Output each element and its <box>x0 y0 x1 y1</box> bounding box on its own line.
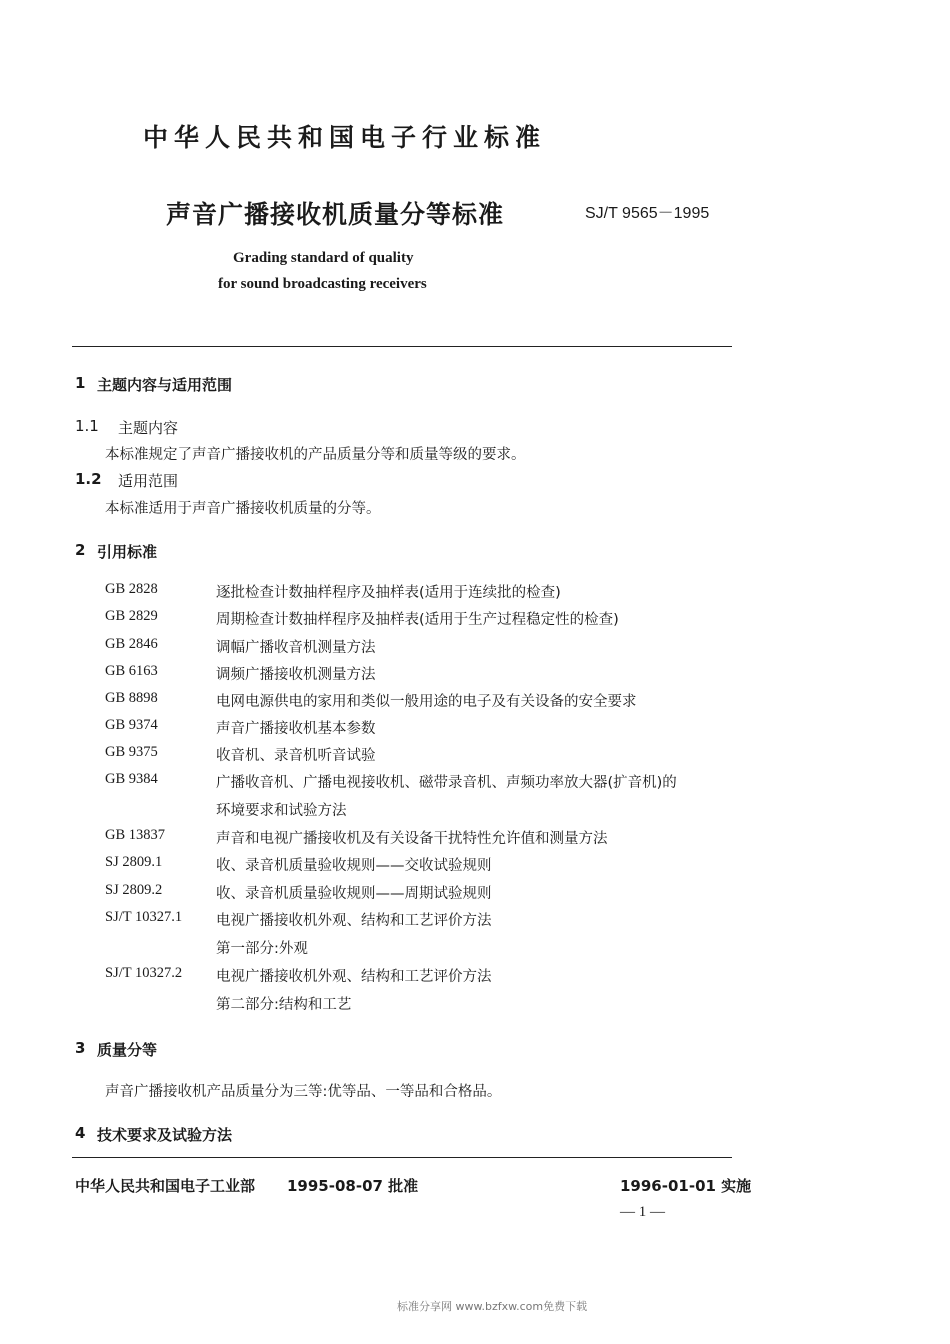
section-1-1-title: 主题内容 <box>118 419 179 437</box>
reference-title: 电视广播接收机外观、结构和工艺评价方法 <box>216 913 492 929</box>
reference-code: SJ 2809.2 <box>105 882 163 898</box>
reference-code: GB 9384 <box>105 771 158 787</box>
watermark-text: 标准分享网 www.bzfxw.com免费下载 <box>397 1300 588 1313</box>
footer-divider <box>72 1157 732 1158</box>
reference-title: 周期检查计数抽样程序及抽样表(适用于生产过程稳定性的检查) <box>216 612 619 628</box>
reference-code: GB 2846 <box>105 636 158 652</box>
reference-title-continued: 第一部分:外观 <box>216 941 308 957</box>
section-4-number: 4 <box>75 1124 86 1142</box>
reference-title-continued: 环境要求和试验方法 <box>216 803 347 819</box>
section-1-title: 主题内容与适用范围 <box>97 376 233 394</box>
reference-code: GB 6163 <box>105 663 158 679</box>
english-title-line1: Grading standard of quality <box>233 250 414 266</box>
section-1-1-number: 1.1 <box>75 417 99 435</box>
section-2-title: 引用标准 <box>97 543 158 561</box>
reference-title: 调幅广播收音机测量方法 <box>216 640 376 656</box>
reference-code: SJ/T 10327.2 <box>105 965 183 981</box>
reference-title: 电视广播接收机外观、结构和工艺评价方法 <box>216 969 492 985</box>
header-divider <box>72 346 732 347</box>
reference-title: 声音和电视广播接收机及有关设备干扰特性允许值和测量方法 <box>216 831 608 847</box>
section-1-2-text: 本标准适用于声音广播接收机质量的分等。 <box>105 501 381 517</box>
footer-effective-date: 1996-01-01 实施 <box>620 1177 752 1195</box>
reference-title: 调频广播接收机测量方法 <box>216 667 376 683</box>
reference-code: SJ/T 10327.1 <box>105 909 183 925</box>
reference-code: GB 13837 <box>105 827 166 843</box>
section-1-number: 1 <box>75 374 86 392</box>
reference-title: 广播收音机、广播电视接收机、磁带录音机、声频功率放大器(扩音机)的 <box>216 775 677 791</box>
section-2-number: 2 <box>75 541 86 559</box>
reference-title: 收音机、录音机听音试验 <box>216 748 376 764</box>
footer-issuer: 中华人民共和国电子工业部 <box>75 1177 256 1195</box>
reference-title: 声音广播接收机基本参数 <box>216 721 376 737</box>
reference-code: GB 2829 <box>105 608 158 624</box>
reference-code: GB 2828 <box>105 581 158 597</box>
section-4-title: 技术要求及试验方法 <box>97 1126 233 1144</box>
section-3-number: 3 <box>75 1039 86 1057</box>
reference-title: 收、录音机质量验收规则——交收试验规则 <box>216 858 492 874</box>
page-number: — 1 — <box>620 1204 665 1220</box>
reference-code: SJ 2809.1 <box>105 854 163 870</box>
reference-title-continued: 第二部分:结构和工艺 <box>216 997 352 1013</box>
document-title: 声音广播接收机质量分等标准 <box>166 200 505 229</box>
reference-title: 逐批检查计数抽样程序及抽样表(适用于连续批的检查) <box>216 585 561 601</box>
section-1-2-number: 1.2 <box>75 470 102 488</box>
reference-title: 收、录音机质量验收规则——周期试验规则 <box>216 886 492 902</box>
reference-code: GB 9375 <box>105 744 158 760</box>
section-1-2-title: 适用范围 <box>118 472 179 490</box>
section-3-title: 质量分等 <box>97 1041 158 1059</box>
english-title-line2: for sound broadcasting receivers <box>218 276 427 292</box>
reference-title: 电网电源供电的家用和类似一般用途的电子及有关设备的安全要求 <box>216 694 637 710</box>
section-1-1-text: 本标准规定了声音广播接收机的产品质量分等和质量等级的要求。 <box>105 447 526 463</box>
reference-code: GB 8898 <box>105 690 158 706</box>
publisher-header: 中华人民共和国电子行业标准 <box>143 123 547 152</box>
reference-code: GB 9374 <box>105 717 158 733</box>
section-3-text: 声音广播接收机产品质量分为三等:优等品、一等品和合格品。 <box>105 1084 502 1100</box>
standard-number: SJ/T 9565－1995 <box>585 205 710 222</box>
footer-approval-date: 1995-08-07 批准 <box>287 1177 419 1195</box>
